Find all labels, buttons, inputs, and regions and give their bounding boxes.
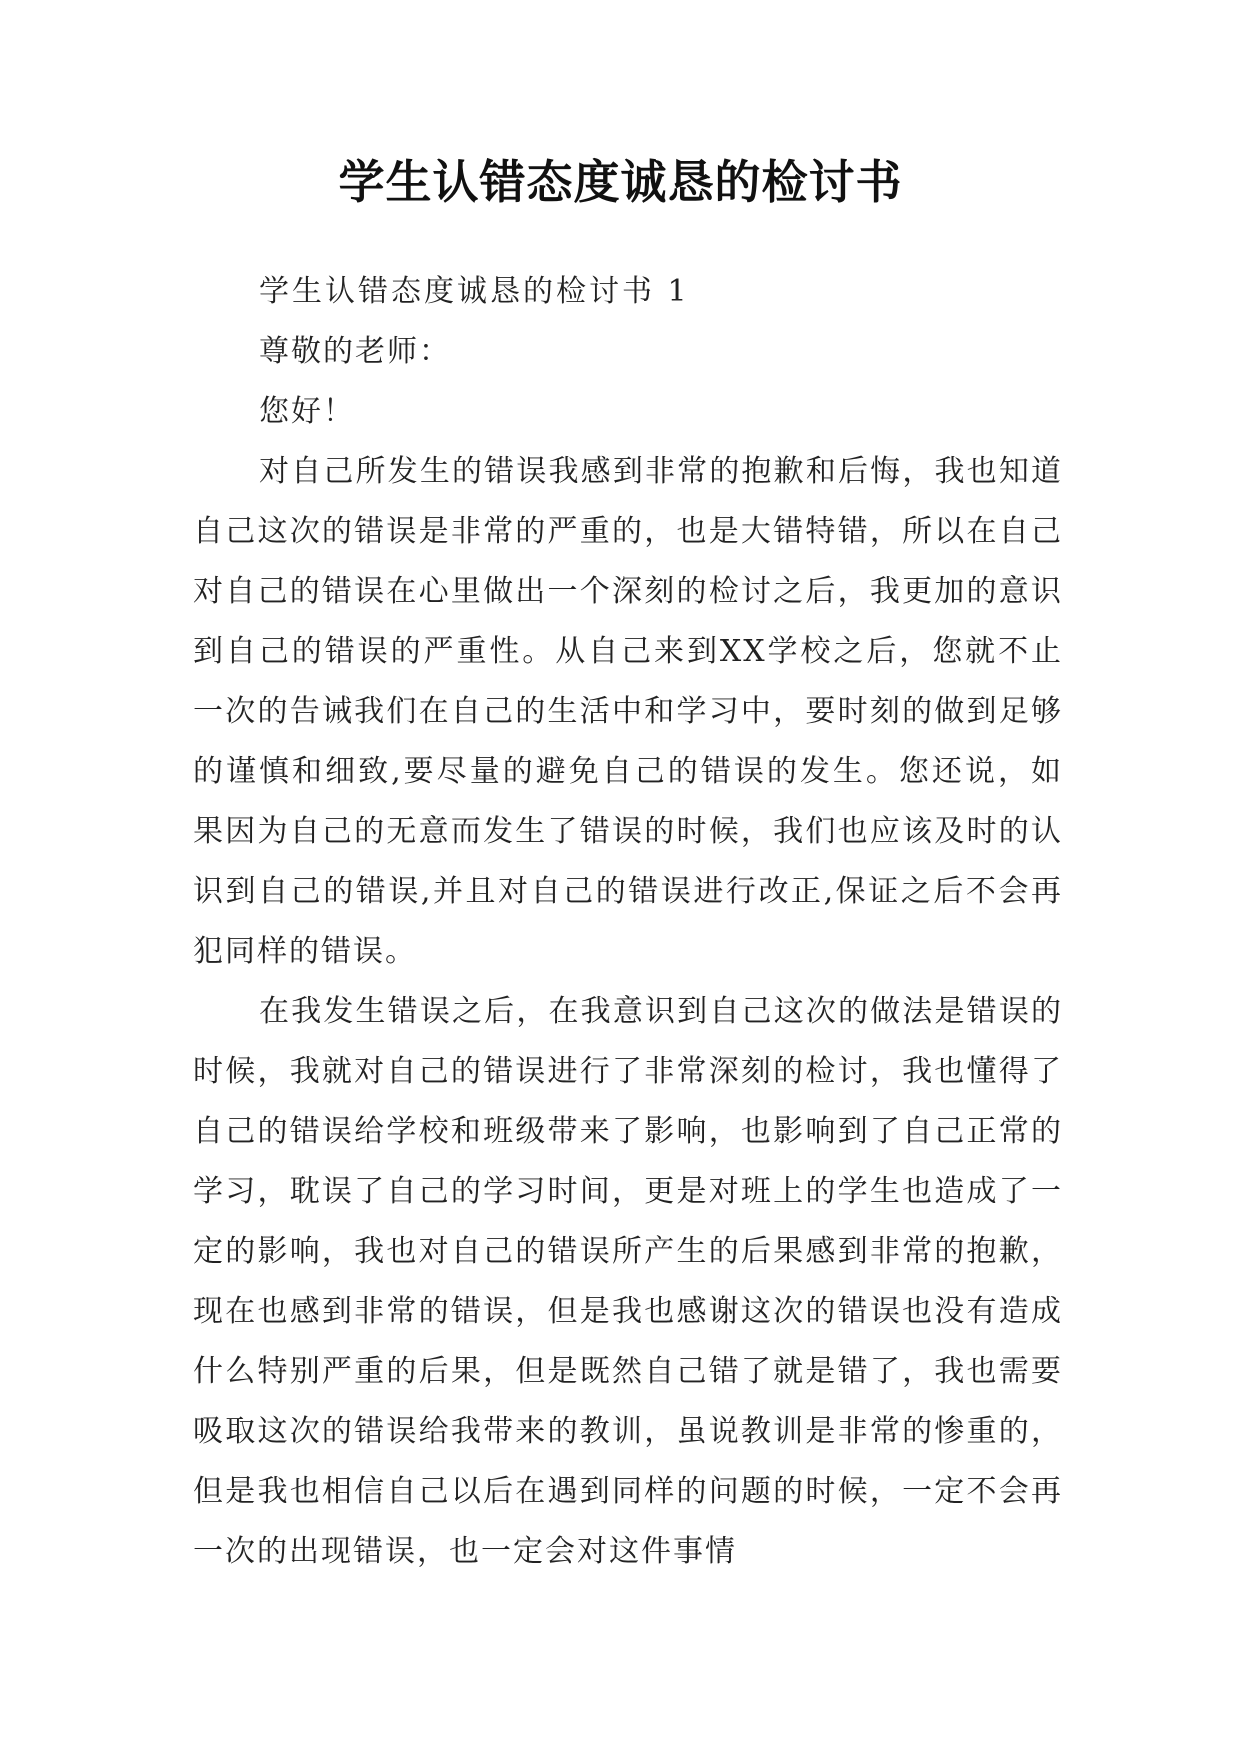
body-paragraph: 对自己所发生的错误我感到非常的抱歉和后悔，我也知道自己这次的错误是非常的严重的，也是大错特错，所以在自己对自己的错误在心里做出一个深刻的检讨之后，我更加的意识到自己的错误的严重性。从自己来到XX学校之后，您就不止一次的告诫我们在自己的生活中和学习中，要时刻的做到足够的谨慎和细致,要尽量的避免自己的错误的发生。您还说，如果因为自己的无意而发生了错误的时候，我们也应该及时的认识到自己的错误,并且对自己的错误进行改正,保证之后不会再犯同样的错误。: [193, 454, 1063, 969]
salutation: 尊敬的老师：: [259, 334, 451, 369]
document-body: [193, 262, 1063, 1582]
section-heading: 学生认错态度诚恳的检讨书 1: [259, 274, 690, 309]
body-paragraph: 在我发生错误之后，在我意识到自己这次的做法是错误的时候，我就对自己的错误进行了非常深刻的检讨，我也懂得了自己的错误给学校和班级带来了影响，也影响到了自己正常的学习，耽误了自己的学习时间，更是对班上的学生也造成了一定的影响，我也对自己的错误所产生的后果感到非常的抱歉，现在也感到非常的错误，但是我也感谢这次的错误也没有造成什么特别严重的后果，但是既然自己错了就是错了，我也需要吸取这次的错误给我带来的教训，虽说教训是非常的惨重的，但是我也相信自己以后在遇到同样的问题的时候，一定不会再一次的出现错误，也一定会对这件事情: [193, 994, 1063, 1569]
greeting: 您好！: [259, 394, 355, 429]
document-title: 学生认错态度诚恳的检讨书: [338, 155, 903, 209]
